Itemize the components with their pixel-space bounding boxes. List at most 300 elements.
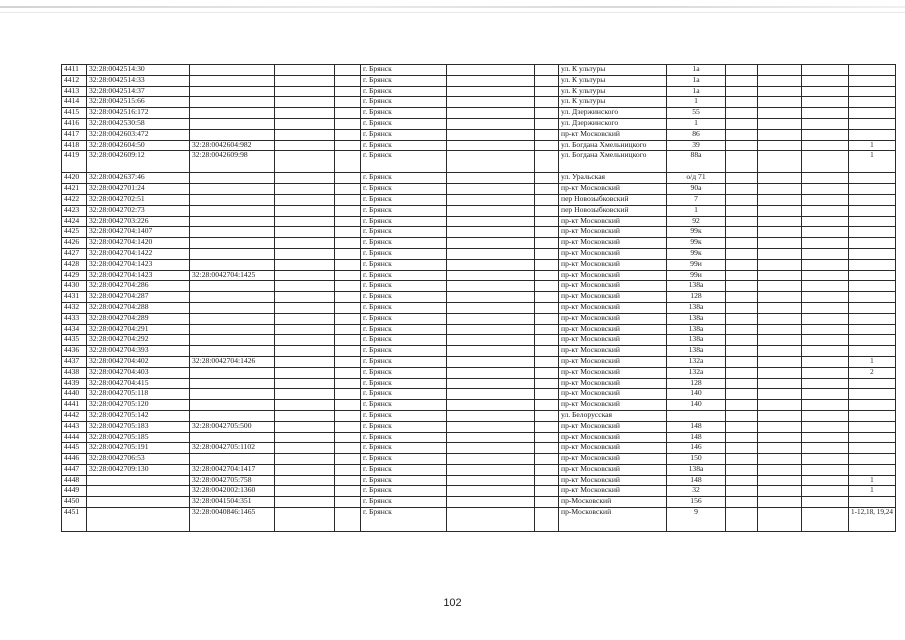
cell-house: 156 [667, 497, 726, 508]
empty-cell [758, 108, 802, 119]
cell-apt [849, 292, 896, 303]
empty-cell [726, 129, 758, 140]
cell-street: ул. Уральская [559, 173, 667, 184]
empty-cell [275, 86, 335, 97]
cell-house: 7 [667, 194, 726, 205]
empty-cell [535, 86, 559, 97]
cell-cad: 32:28:0042704:402 [87, 356, 190, 367]
empty-cell [802, 281, 849, 292]
table-row [62, 313, 896, 324]
empty-cell [275, 454, 335, 465]
cell-cad: 32:28:0042702:73 [87, 205, 190, 216]
cell-cad [87, 475, 190, 486]
cell-no: 4418 [62, 140, 87, 151]
empty-cell [335, 227, 361, 238]
table-row [62, 432, 896, 443]
cell-apt [849, 281, 896, 292]
empty-cell [335, 108, 361, 119]
empty-cell [275, 324, 335, 335]
cell-cad: 32:28:0042705:185 [87, 432, 190, 443]
empty-cell [447, 184, 535, 195]
empty-cell [335, 443, 361, 454]
empty-cell [802, 302, 849, 313]
empty-cell [726, 75, 758, 86]
empty-cell [726, 238, 758, 249]
cell-cad: 32:28:0042705:118 [87, 389, 190, 400]
empty-cell [758, 173, 802, 184]
cell-cad: 32:28:0042603:472 [87, 129, 190, 140]
cell-street: ул. К ультуры [559, 86, 667, 97]
cell-no: 4433 [62, 313, 87, 324]
empty-cell [335, 324, 361, 335]
cell-city: г. Брянск [361, 324, 447, 335]
cell-house: 148 [667, 421, 726, 432]
empty-cell [275, 313, 335, 324]
empty-cell [758, 356, 802, 367]
cell-ext [190, 346, 275, 357]
empty-cell [447, 410, 535, 421]
cell-city: г. Брянск [361, 65, 447, 76]
empty-cell [726, 454, 758, 465]
cell-apt [849, 118, 896, 129]
empty-cell [802, 108, 849, 119]
empty-cell [335, 356, 361, 367]
empty-cell [726, 108, 758, 119]
cell-ext [190, 86, 275, 97]
empty-cell [758, 410, 802, 421]
cell-city: г. Брянск [361, 443, 447, 454]
empty-cell [535, 302, 559, 313]
cell-city: г. Брянск [361, 389, 447, 400]
cell-no: 4451 [62, 508, 87, 532]
cell-cad: 32:28:0042704:288 [87, 302, 190, 313]
empty-cell [758, 292, 802, 303]
empty-cell [535, 475, 559, 486]
cell-cad: 32:28:0042704:286 [87, 281, 190, 292]
cell-house: 99и [667, 259, 726, 270]
cell-cad: 32:28:0042706:53 [87, 454, 190, 465]
cell-street: ул. К ультуры [559, 97, 667, 108]
cell-city: г. Брянск [361, 75, 447, 86]
empty-cell [535, 184, 559, 195]
empty-cell [726, 324, 758, 335]
cell-ext [190, 432, 275, 443]
empty-cell [758, 259, 802, 270]
cell-apt [849, 248, 896, 259]
table-row [62, 194, 896, 205]
empty-cell [802, 194, 849, 205]
empty-cell [535, 486, 559, 497]
empty-cell [802, 118, 849, 129]
cell-city: г. Брянск [361, 281, 447, 292]
cell-city: г. Брянск [361, 378, 447, 389]
empty-cell [535, 173, 559, 184]
cell-no: 4427 [62, 248, 87, 259]
cell-ext [190, 238, 275, 249]
cell-ext: 32:28:0042609:98 [190, 151, 275, 173]
empty-cell [726, 140, 758, 151]
cell-house: 39 [667, 140, 726, 151]
empty-cell [535, 400, 559, 411]
cell-house: о/д 71 [667, 173, 726, 184]
empty-cell [447, 151, 535, 173]
cell-cad: 32:28:0042704:1420 [87, 238, 190, 249]
empty-cell [758, 129, 802, 140]
cell-cad: 32:28:0042704:1407 [87, 227, 190, 238]
cell-cad: 32:28:0042514:37 [87, 86, 190, 97]
empty-cell [535, 497, 559, 508]
table-row [62, 173, 896, 184]
cell-no: 4434 [62, 324, 87, 335]
cell-street: пр-кт Московский [559, 259, 667, 270]
empty-cell [335, 421, 361, 432]
cell-house: 99к [667, 238, 726, 249]
cell-no: 4435 [62, 335, 87, 346]
cell-house: 146 [667, 443, 726, 454]
empty-cell [726, 118, 758, 129]
cell-ext: 32:28:0042705:500 [190, 421, 275, 432]
cell-city: г. Брянск [361, 356, 447, 367]
empty-cell [447, 86, 535, 97]
cell-ext [190, 259, 275, 270]
table-row [62, 356, 896, 367]
cell-ext [190, 227, 275, 238]
cell-ext [190, 75, 275, 86]
cell-city: г. Брянск [361, 292, 447, 303]
empty-cell [275, 389, 335, 400]
empty-cell [758, 400, 802, 411]
empty-cell [447, 346, 535, 357]
empty-cell [335, 302, 361, 313]
empty-cell [447, 378, 535, 389]
cell-cad: 32:28:0042704:415 [87, 378, 190, 389]
cell-house: 1 [667, 205, 726, 216]
cell-street: пр-кт Московский [559, 248, 667, 259]
empty-cell [447, 313, 535, 324]
cell-no: 4415 [62, 108, 87, 119]
empty-cell [335, 400, 361, 411]
empty-cell [447, 205, 535, 216]
cell-apt [849, 129, 896, 140]
empty-cell [335, 75, 361, 86]
empty-cell [802, 454, 849, 465]
empty-cell [535, 367, 559, 378]
cell-street: пр-кт Московский [559, 378, 667, 389]
cell-cad: 32:28:0042515:66 [87, 97, 190, 108]
empty-cell [802, 227, 849, 238]
cell-street: пр-кт Московский [559, 292, 667, 303]
table-row [62, 205, 896, 216]
cell-house: 1 [667, 97, 726, 108]
cell-apt [849, 184, 896, 195]
empty-cell [726, 356, 758, 367]
table-row [62, 443, 896, 454]
empty-cell [802, 313, 849, 324]
empty-cell [758, 86, 802, 97]
empty-cell [726, 151, 758, 173]
table-row [62, 454, 896, 465]
empty-cell [447, 194, 535, 205]
table-row [62, 216, 896, 227]
table-row [62, 486, 896, 497]
table-row [62, 129, 896, 140]
cell-street: пер Новозыбковский [559, 194, 667, 205]
empty-cell [726, 378, 758, 389]
cell-apt [849, 216, 896, 227]
cell-no: 4412 [62, 75, 87, 86]
empty-cell [447, 216, 535, 227]
empty-cell [335, 389, 361, 400]
cell-apt [849, 313, 896, 324]
empty-cell [275, 400, 335, 411]
empty-cell [726, 259, 758, 270]
empty-cell [335, 216, 361, 227]
empty-cell [726, 302, 758, 313]
cell-street: пр-кт Московский [559, 281, 667, 292]
cell-city: г. Брянск [361, 454, 447, 465]
empty-cell [447, 173, 535, 184]
empty-cell [275, 464, 335, 475]
empty-cell [802, 292, 849, 303]
cell-city: г. Брянск [361, 151, 447, 173]
cell-no: 4447 [62, 464, 87, 475]
empty-cell [335, 151, 361, 173]
table-row [62, 227, 896, 238]
empty-cell [726, 497, 758, 508]
cell-city: г. Брянск [361, 270, 447, 281]
cell-house: 92 [667, 216, 726, 227]
empty-cell [447, 464, 535, 475]
empty-cell [535, 464, 559, 475]
cell-no: 4445 [62, 443, 87, 454]
table-row [62, 259, 896, 270]
empty-cell [535, 356, 559, 367]
table-row [62, 184, 896, 195]
cell-city: г. Брянск [361, 227, 447, 238]
table-row [62, 475, 896, 486]
cell-house: 138а [667, 281, 726, 292]
empty-cell [447, 118, 535, 129]
empty-cell [275, 205, 335, 216]
empty-cell [758, 475, 802, 486]
cell-apt [849, 173, 896, 184]
empty-cell [335, 432, 361, 443]
empty-cell [758, 464, 802, 475]
cell-cad [87, 497, 190, 508]
empty-cell [758, 216, 802, 227]
empty-cell [758, 65, 802, 76]
cell-ext: 32:28:0042704:1426 [190, 356, 275, 367]
cell-ext [190, 378, 275, 389]
cell-street: ул. Белорусская [559, 410, 667, 421]
table-row [62, 248, 896, 259]
empty-cell [275, 356, 335, 367]
empty-cell [447, 454, 535, 465]
empty-cell [447, 140, 535, 151]
cell-ext [190, 313, 275, 324]
cell-no: 4420 [62, 173, 87, 184]
empty-cell [802, 346, 849, 357]
cell-house: 86 [667, 129, 726, 140]
cell-apt: 1 [849, 486, 896, 497]
empty-cell [802, 410, 849, 421]
empty-cell [535, 216, 559, 227]
empty-cell [335, 238, 361, 249]
cell-house: 148 [667, 475, 726, 486]
empty-cell [535, 238, 559, 249]
cell-house: 150 [667, 454, 726, 465]
empty-cell [335, 86, 361, 97]
cell-ext: 32:28:0040846:1465 [190, 508, 275, 532]
empty-cell [275, 270, 335, 281]
cell-street: пр-кт Московский [559, 324, 667, 335]
empty-cell [802, 324, 849, 335]
empty-cell [802, 335, 849, 346]
empty-cell [802, 75, 849, 86]
empty-cell [447, 486, 535, 497]
cell-house: 1 [667, 118, 726, 129]
cell-street: ул. Богдана Хмельницкого [559, 140, 667, 151]
empty-cell [535, 140, 559, 151]
empty-cell [535, 118, 559, 129]
cell-cad: 32:28:0042704:1422 [87, 248, 190, 259]
cell-no: 4414 [62, 97, 87, 108]
empty-cell [447, 75, 535, 86]
empty-cell [447, 227, 535, 238]
empty-cell [275, 248, 335, 259]
empty-cell [447, 248, 535, 259]
cell-cad: 32:28:0042530:58 [87, 118, 190, 129]
empty-cell [335, 184, 361, 195]
empty-cell [447, 389, 535, 400]
table-row [62, 86, 896, 97]
empty-cell [447, 238, 535, 249]
empty-cell [758, 346, 802, 357]
cell-house: 32 [667, 486, 726, 497]
cell-cad: 32:28:0042514:30 [87, 65, 190, 76]
cell-ext [190, 65, 275, 76]
cell-house: 90а [667, 184, 726, 195]
scan-edge-artifact [0, 12, 905, 13]
empty-cell [535, 410, 559, 421]
empty-cell [447, 97, 535, 108]
cell-city: г. Брянск [361, 108, 447, 119]
empty-cell [802, 205, 849, 216]
cell-street: пр-кт Московский [559, 389, 667, 400]
empty-cell [447, 292, 535, 303]
empty-cell [726, 97, 758, 108]
cell-city: г. Брянск [361, 173, 447, 184]
cell-no: 4438 [62, 367, 87, 378]
table-row [62, 410, 896, 421]
cell-cad: 32:28:0042704:393 [87, 346, 190, 357]
cell-city: г. Брянск [361, 486, 447, 497]
cell-street: пр-кт Московский [559, 400, 667, 411]
empty-cell [802, 464, 849, 475]
table-row [62, 140, 896, 151]
cell-street: пр-кт Московский [559, 367, 667, 378]
cell-no: 4440 [62, 389, 87, 400]
empty-cell [275, 75, 335, 86]
empty-cell [275, 292, 335, 303]
empty-cell [447, 281, 535, 292]
empty-cell [726, 400, 758, 411]
empty-cell [535, 205, 559, 216]
empty-cell [447, 400, 535, 411]
cell-street: ул. Богдана Хмельницкого [559, 151, 667, 173]
cell-no: 4423 [62, 205, 87, 216]
empty-cell [726, 216, 758, 227]
empty-cell [802, 173, 849, 184]
empty-cell [802, 259, 849, 270]
empty-cell [802, 65, 849, 76]
cell-no: 4426 [62, 238, 87, 249]
cell-cad: 32:28:0042705:183 [87, 421, 190, 432]
cell-ext [190, 184, 275, 195]
cell-cad: 32:28:0042704:1423 [87, 259, 190, 270]
empty-cell [335, 313, 361, 324]
cell-no: 4439 [62, 378, 87, 389]
empty-cell [275, 421, 335, 432]
empty-cell [275, 108, 335, 119]
empty-cell [335, 464, 361, 475]
cell-city: г. Брянск [361, 464, 447, 475]
cell-apt [849, 65, 896, 76]
cell-city: г. Брянск [361, 86, 447, 97]
cell-ext [190, 324, 275, 335]
empty-cell [335, 475, 361, 486]
cell-no: 4437 [62, 356, 87, 367]
cell-ext [190, 292, 275, 303]
empty-cell [758, 389, 802, 400]
empty-cell [758, 443, 802, 454]
empty-cell [447, 356, 535, 367]
empty-cell [447, 432, 535, 443]
cell-city: г. Брянск [361, 118, 447, 129]
empty-cell [726, 292, 758, 303]
cell-ext: 32:28:0041504:351 [190, 497, 275, 508]
empty-cell [802, 140, 849, 151]
empty-cell [275, 259, 335, 270]
cell-ext: 32:28:0042604:982 [190, 140, 275, 151]
empty-cell [335, 97, 361, 108]
cell-street: пер Новозыбковский [559, 205, 667, 216]
empty-cell [758, 75, 802, 86]
empty-cell [535, 508, 559, 532]
empty-cell [275, 97, 335, 108]
empty-cell [726, 205, 758, 216]
table-row [62, 324, 896, 335]
cell-cad: 32:28:0042604:50 [87, 140, 190, 151]
cell-ext [190, 108, 275, 119]
empty-cell [758, 151, 802, 173]
empty-cell [335, 281, 361, 292]
cell-street: пр-кт Московский [559, 270, 667, 281]
empty-cell [535, 108, 559, 119]
table-row [62, 108, 896, 119]
cell-street: ул. К ультуры [559, 65, 667, 76]
table-row [62, 389, 896, 400]
empty-cell [335, 129, 361, 140]
cell-no: 4425 [62, 227, 87, 238]
cell-street: ул. К ультуры [559, 75, 667, 86]
cell-ext [190, 97, 275, 108]
cell-apt [849, 86, 896, 97]
cell-apt: 1-12,18, 19,24 [849, 508, 896, 532]
empty-cell [535, 443, 559, 454]
empty-cell [335, 194, 361, 205]
empty-cell [758, 270, 802, 281]
